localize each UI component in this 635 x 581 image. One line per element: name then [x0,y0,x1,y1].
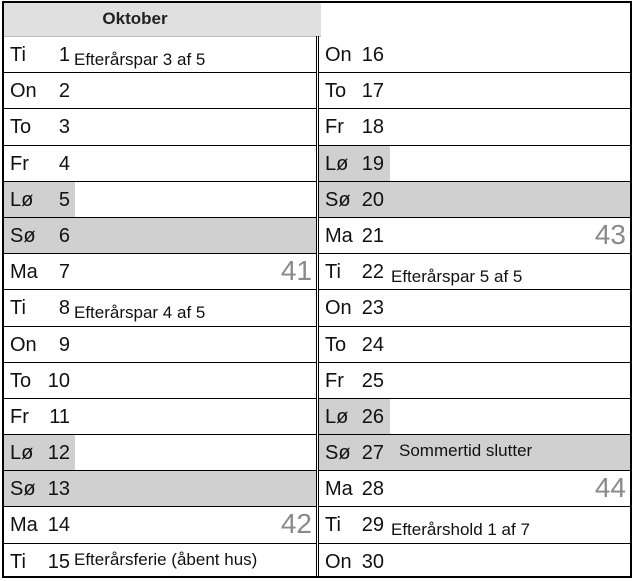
day-number: 12 [47,442,70,465]
day-row [319,254,630,290]
day-number: 5 [58,188,70,211]
month-header [4,3,321,37]
weekday-abbrev: On [10,80,37,103]
day-row [319,363,630,399]
day-row [4,290,316,326]
weekday-abbrev: Lø [10,442,34,465]
day-number: 28 [361,478,384,501]
weekday-abbrev: On [325,550,352,573]
day-row [319,290,630,326]
weekday-abbrev: Fr [10,405,29,428]
day-number: 11 [49,405,70,428]
day-row [4,109,316,145]
weekday-abbrev: To [325,333,347,356]
weekday-abbrev: On [325,44,352,66]
day-number: 16 [361,44,384,66]
event-note: Efterårspar 3 af 5 [74,50,206,69]
weekday-abbrev: To [325,80,347,103]
day-number: 20 [361,188,384,211]
weekday-abbrev: Lø [325,405,349,428]
day-row [4,146,316,182]
weekday-abbrev: To [10,116,32,139]
day-number: 4 [58,152,70,175]
day-number: 21 [361,224,384,247]
day-number: 13 [47,478,70,501]
week-number: 42 [280,508,312,540]
weekday-abbrev: Sø [325,442,351,465]
weekday-abbrev: Lø [325,152,349,175]
day-number: 6 [58,224,70,247]
right-day-column [319,37,630,580]
day-row [4,327,316,363]
day-row [4,218,316,254]
event-note: Efterårshold 1 af 7 [391,520,530,540]
day-row [319,435,630,471]
day-row [319,327,630,363]
weekday-abbrev: On [10,333,37,356]
weekday-abbrev: Sø [10,224,36,247]
day-number: 22 [361,261,384,284]
day-row [4,182,316,218]
weekday-abbrev: Ti [10,44,26,66]
day-row [4,507,316,543]
day-number: 26 [361,405,384,428]
event-note: Efterårspar 5 af 5 [391,267,523,287]
calendar-page [2,1,632,578]
day-row [319,218,630,254]
day-number: 9 [58,333,70,356]
day-number: 30 [361,550,384,573]
day-number: 8 [58,297,70,320]
weekday-abbrev: Fr [325,369,344,392]
day-number: 18 [361,116,384,139]
day-row [319,73,630,109]
day-row [4,37,316,73]
month-title: Oktober [102,9,168,28]
week-number: 43 [594,218,626,250]
day-row [319,109,630,145]
event-note: Efterårspar 4 af 5 [74,303,206,323]
day-row [319,399,630,435]
weekday-abbrev: To [10,369,32,392]
day-number: 27 [361,442,384,465]
day-number: 14 [47,514,70,537]
weekday-abbrev: Ma [325,478,353,501]
weekday-abbrev: Ti [325,261,341,284]
day-number: 7 [58,261,70,284]
weekday-abbrev: Ti [10,297,26,320]
day-row [4,363,316,399]
day-row [319,471,630,507]
weekday-abbrev: Ti [10,550,26,573]
weekday-abbrev: Fr [325,116,344,139]
week-number: 44 [594,472,626,504]
day-number: 1 [58,44,70,66]
event-note: Sommertid slutter [399,441,533,461]
day-row [319,544,630,580]
day-row [319,507,630,543]
day-number: 10 [47,369,70,392]
left-day-column [4,37,316,580]
day-number: 2 [58,80,70,103]
day-number: 17 [361,80,384,103]
day-row [4,399,316,435]
day-row [319,146,630,182]
weekday-abbrev: Fr [10,152,29,175]
day-row [4,73,316,109]
week-number: 41 [280,255,312,287]
weekday-abbrev: Sø [10,478,36,501]
weekday-abbrev: Ti [325,514,341,537]
event-note: Efterårsferie (åbent hus) [74,549,258,569]
weekday-abbrev: Ma [325,224,353,247]
day-number: 3 [58,116,70,139]
weekday-abbrev: Ma [10,261,38,284]
weekday-abbrev: On [325,297,352,320]
day-row [4,254,316,290]
weekday-abbrev: Sø [325,188,351,211]
day-number: 15 [47,550,70,573]
day-number: 23 [361,297,384,320]
day-row [4,471,316,507]
day-number: 29 [361,514,384,537]
day-number: 24 [361,333,384,356]
day-number: 19 [361,152,384,175]
day-number: 25 [361,369,384,392]
day-row [4,435,316,471]
weekday-abbrev: Lø [10,188,34,211]
day-row [4,544,316,580]
day-row [319,182,630,218]
weekday-abbrev: Ma [10,514,38,537]
day-row [319,37,630,73]
